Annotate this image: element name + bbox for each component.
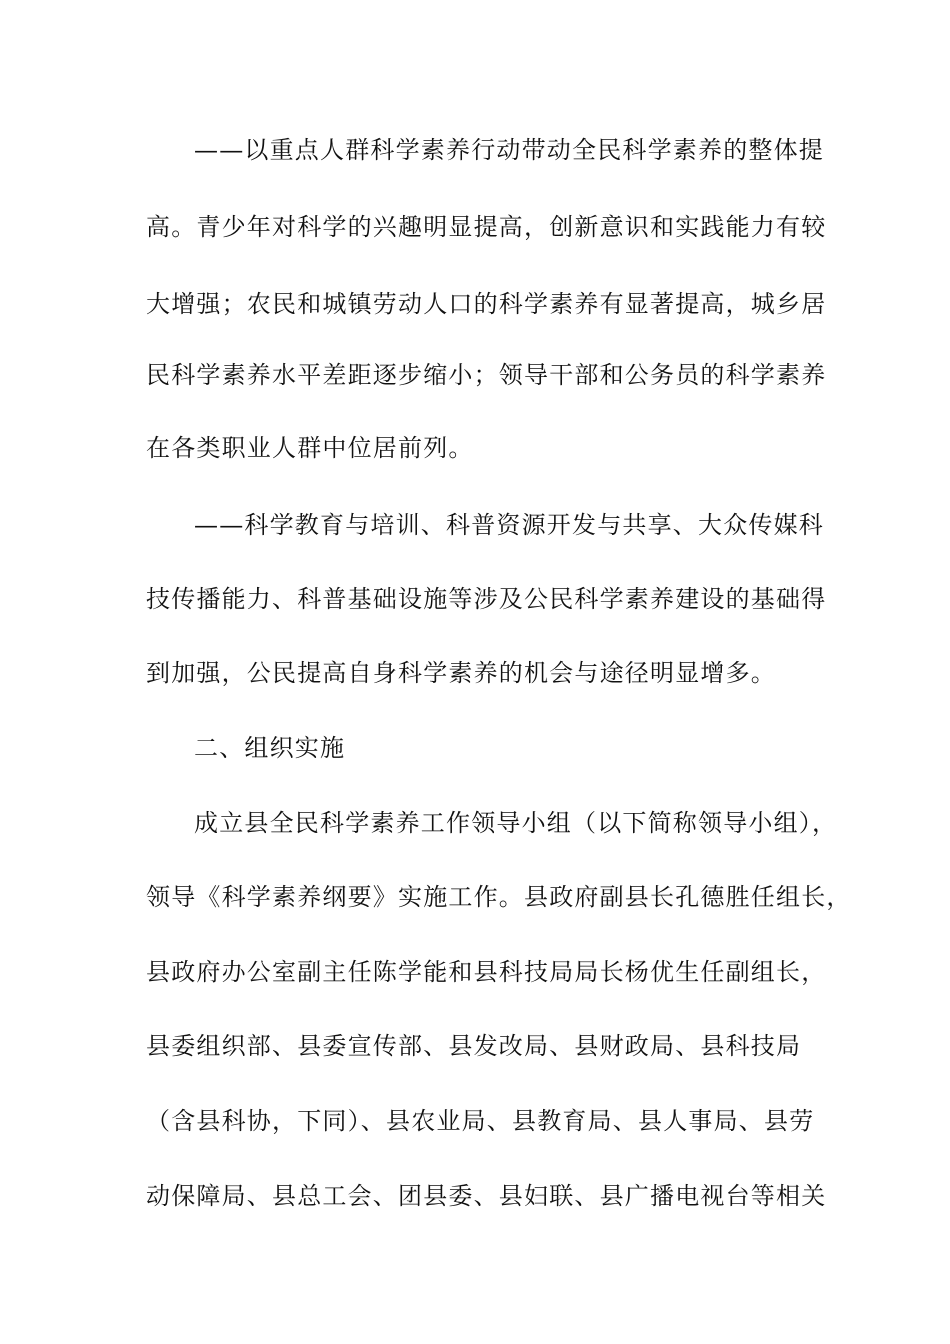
paragraph-line: 成立县全民科学素养工作领导小组（以下简称领导小组）， bbox=[194, 809, 838, 837]
paragraph-line: 高。青少年对科学的兴趣明显提高，创新意识和实践能力有较 bbox=[146, 213, 827, 241]
paragraph-line: （含县科协，下同）、县农业局、县教育局、县人事局、县劳 bbox=[146, 1107, 815, 1135]
paragraph-line: 县政府办公室副主任陈学能和县科技局局长杨优生任副组长， bbox=[146, 958, 827, 986]
section-heading: 二、组织实施 bbox=[194, 734, 346, 762]
paragraph-line: 动保障局、县总工会、团县委、县妇联、县广播电视台等相关 bbox=[146, 1182, 827, 1210]
paragraph-line: 领导《科学素养纲要》实施工作。县政府副县长孔德胜任组长， bbox=[146, 883, 852, 911]
paragraph-line: ——以重点人群科学素养行动带动全民科学素养的整体提 bbox=[194, 136, 824, 164]
paragraph-line: 民科学素养水平差距逐步缩小；领导干部和公务员的科学素养 bbox=[146, 361, 827, 389]
paragraph-line: 大增强；农民和城镇劳动人口的科学素养有显著提高，城乡居 bbox=[146, 290, 827, 318]
paragraph-line: 县委组织部、县委宣传部、县发改局、县财政局、县科技局 bbox=[146, 1032, 802, 1060]
paragraph-line: 在各类职业人群中位居前列。 bbox=[146, 434, 474, 462]
paragraph-line: 技传播能力、科普基础设施等涉及公民科学素养建设的基础得 bbox=[146, 585, 827, 613]
paragraph-line: ——科学教育与培训、科普资源开发与共享、大众传媒科 bbox=[194, 511, 824, 539]
paragraph-line: 到加强，公民提高自身科学素养的机会与途径明显增多。 bbox=[146, 659, 776, 687]
